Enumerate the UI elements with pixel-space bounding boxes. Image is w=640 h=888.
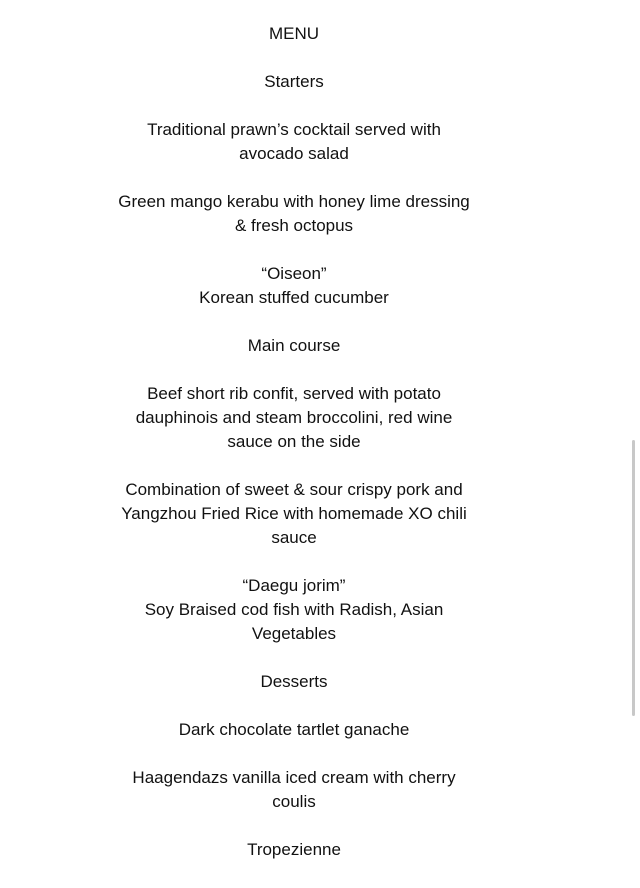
text-line: Starters [264, 72, 324, 91]
dish-item [0, 478, 588, 550]
dish-item [0, 190, 588, 238]
menu-title [0, 22, 588, 46]
text-line: Soy Braised cod fish with Radish, Asian [144, 600, 444, 619]
text-line: MENU [268, 24, 320, 43]
dish-item [0, 262, 588, 310]
text-line: “Daegu jorim” [242, 576, 346, 595]
section-heading-desserts [0, 670, 588, 694]
vertical-scrollbar[interactable] [632, 440, 635, 716]
dish-item [0, 766, 588, 814]
dish-item [0, 718, 588, 742]
text-line: sauce [271, 528, 317, 547]
text-line: Korean stuffed cucumber [199, 288, 389, 307]
text-line: Dark chocolate tartlet ganache [178, 720, 410, 739]
text-line: Desserts [260, 672, 328, 691]
section-heading-main-course [0, 334, 588, 358]
text-line: Haagendazs vanilla iced cream with cherry [132, 768, 456, 787]
text-line: & fresh octopus [234, 216, 354, 235]
text-line: sauce on the side [227, 432, 361, 451]
menu-document [0, 22, 588, 886]
dish-item [0, 838, 588, 862]
text-line: Yangzhou Fried Rice with homemade XO chili [121, 504, 467, 523]
text-line: “Oiseon” [261, 264, 327, 283]
text-line: Traditional prawn’s cocktail served with [147, 120, 441, 139]
text-line: Beef short rib confit, served with potato [147, 384, 441, 403]
dish-item [0, 574, 588, 646]
text-line: Vegetables [251, 624, 337, 643]
dish-item [0, 118, 588, 166]
text-line: dauphinois and steam broccolini, red wine [135, 408, 453, 427]
text-line: Main course [247, 336, 341, 355]
text-line: Tropezienne [247, 840, 341, 859]
text-line: Combination of sweet & sour crispy pork and [125, 480, 463, 499]
text-line: Green mango kerabu with honey lime dressing [118, 192, 470, 211]
text-line: avocado salad [239, 144, 349, 163]
section-heading-starters [0, 70, 588, 94]
dish-item [0, 382, 588, 454]
text-line: coulis [272, 792, 316, 811]
